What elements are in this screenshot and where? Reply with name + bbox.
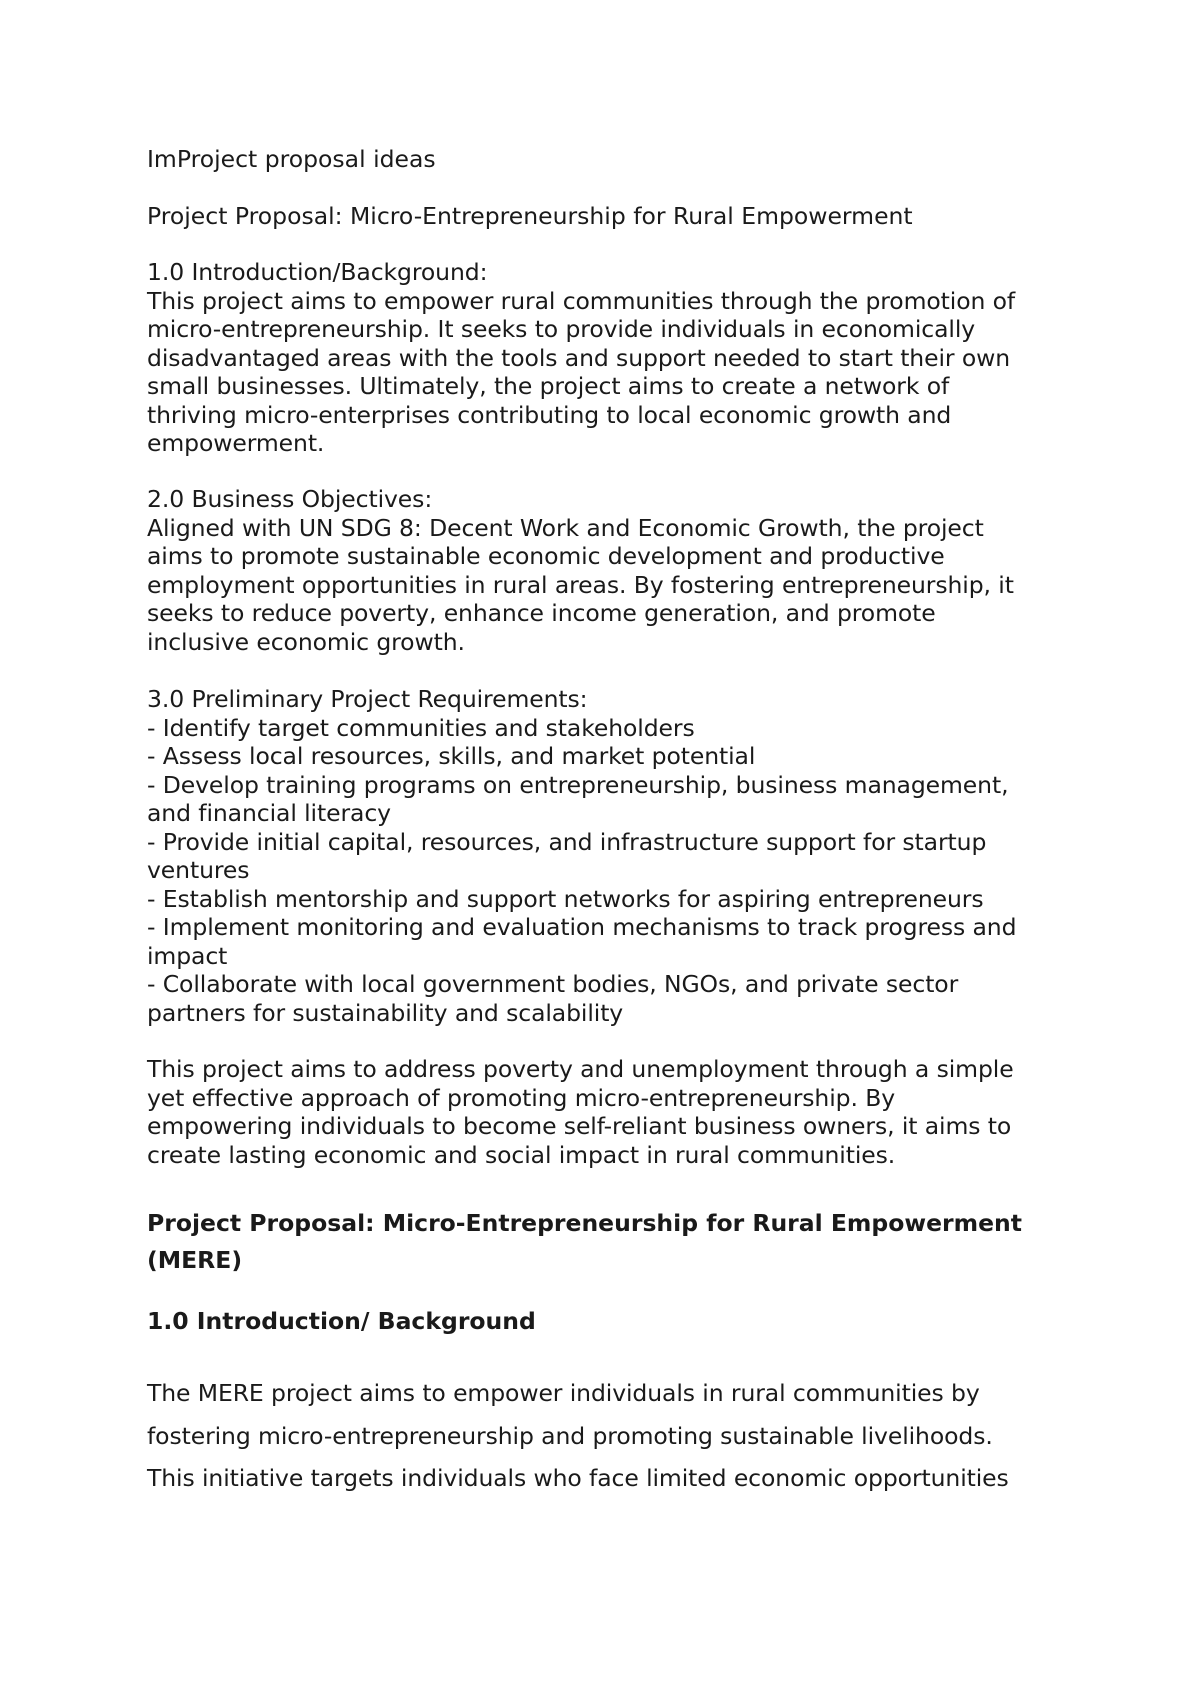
paragraph-line: aims to promote sustainable economic development and productive — [147, 542, 945, 570]
list-item: ventures — [147, 856, 250, 884]
paragraph-line: create lasting economic and social impact in rural communities. — [147, 1140, 896, 1169]
section-heading: 2.0 Business Objectives: — [147, 485, 433, 513]
list-item: partners for sustainability and scalability — [147, 998, 624, 1027]
mere-title-line: (MERE) — [147, 1246, 243, 1274]
paragraph-line: This initiative targets individuals who face limited economic opportunities — [147, 1464, 1009, 1492]
section-heading: 3.0 Preliminary Project Requirements: — [147, 685, 588, 713]
list-item: impact — [147, 941, 228, 970]
paragraph-line: empowering individuals to become self-reliant business owners, it aims to — [147, 1112, 1012, 1140]
mere-title-line: Project Proposal: Micro-Entrepreneurship for Rural Empowerment — [147, 1209, 1022, 1237]
section-introduction — [147, 258, 1015, 458]
paragraph-line: thriving micro-enterprises contributing to local economic growth and — [147, 400, 952, 429]
paragraph-line: fostering micro-entrepreneurship and promoting sustainable livelihoods. — [147, 1421, 993, 1450]
document-title: ImProject proposal ideas — [147, 145, 436, 173]
paragraph-line: Aligned with UN SDG 8: Decent Work and Economic Growth, the project — [147, 513, 984, 542]
list-item: - Develop training programs on entrepreneurship, business management, — [147, 770, 1009, 799]
mere-section-heading: 1.0 Introduction/ Background — [147, 1307, 536, 1335]
paragraph-line: empowerment. — [147, 429, 325, 457]
paragraph-line: seeks to reduce poverty, enhance income generation, and promote — [147, 599, 936, 627]
mere-title — [147, 1205, 1022, 1279]
paragraph-line: small businesses. Ultimately, the project aims to create a network of — [147, 372, 950, 400]
mere-intro-paragraph — [147, 1372, 1009, 1500]
list-item: - Establish mentorship and support networks for aspiring entrepreneurs — [147, 884, 984, 913]
list-item: - Provide initial capital, resources, and infrastructure support for startup — [147, 827, 987, 856]
paragraph-line: This project aims to address poverty and unemployment through a simple — [147, 1055, 1014, 1083]
list-item: - Implement monitoring and evaluation mechanisms to track progress and — [147, 913, 1017, 941]
paragraph-line: yet effective approach of promoting micro-entrepreneurship. By — [147, 1083, 896, 1112]
paragraph-line: This project aims to empower rural communities through the promotion of — [147, 286, 1016, 315]
paragraph-line: disadvantaged areas with the tools and support needed to start their own — [147, 343, 1011, 372]
proposal-title: Project Proposal: Micro-Entrepreneurship for Rural Empowerment — [147, 202, 913, 230]
section-business-objectives — [147, 485, 1014, 656]
paragraph-line: employment opportunities in rural areas. By fostering entrepreneurship, it — [147, 570, 1014, 599]
section-heading: 1.0 Introduction/Background: — [147, 258, 488, 286]
paragraph-line: inclusive economic growth. — [147, 627, 465, 656]
paragraph-line: The MERE project aims to empower individuals in rural communities by — [147, 1379, 980, 1407]
list-item: - Collaborate with local government bodies, NGOs, and private sector — [147, 970, 959, 998]
paragraph-line: micro-entrepreneurship. It seeks to provide individuals in economically — [147, 315, 976, 343]
section-requirements — [147, 685, 1016, 1027]
list-item: and financial literacy — [147, 799, 391, 827]
list-item: - Identify target communities and stakeholders — [147, 713, 695, 742]
list-item: - Assess local resources, skills, and market potential — [147, 742, 756, 770]
summary-paragraph — [147, 1055, 1014, 1169]
